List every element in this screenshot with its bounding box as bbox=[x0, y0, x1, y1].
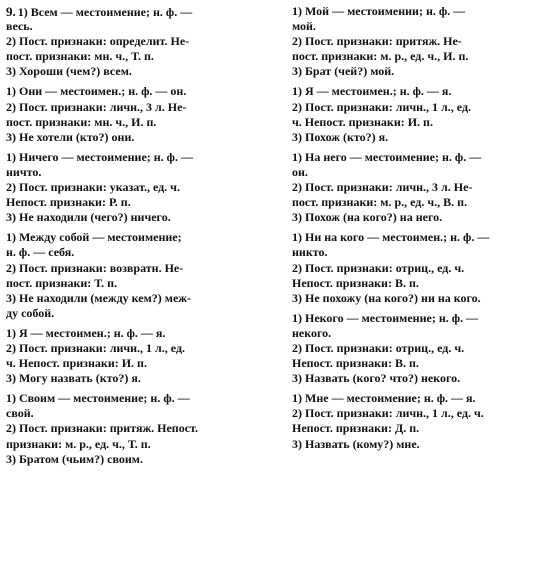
line-text: 3) Могу назвать (кто?) я. bbox=[6, 371, 141, 386]
line-text: некого. bbox=[292, 325, 332, 340]
text-line bbox=[6, 326, 274, 341]
text-line bbox=[6, 115, 274, 130]
line-text: пост. признаки: мн. ч., Т. п. bbox=[6, 49, 154, 64]
line-text: 1) Ни на кого — местоимен.; н. ф. — bbox=[292, 230, 490, 245]
text-line bbox=[292, 49, 554, 64]
text-line bbox=[6, 49, 274, 64]
text-line bbox=[292, 19, 554, 34]
line-text: 2) Пост. признаки: отриц., ед. ч. bbox=[292, 340, 465, 355]
line-text: Непост. признаки: Д. п. bbox=[292, 421, 420, 436]
text-line bbox=[292, 64, 554, 79]
line-text: 2) Пост. признаки: личн., 3 л. Не- bbox=[6, 99, 187, 114]
analysis-block bbox=[6, 84, 274, 144]
line-text: пост. признаки: мн. ч., И. п. bbox=[6, 114, 157, 129]
text-line bbox=[6, 4, 274, 19]
text-line bbox=[292, 437, 554, 452]
text-line bbox=[6, 64, 274, 79]
line-text: 1) Некого — местоимение; н. ф. — bbox=[292, 310, 479, 325]
analysis-block bbox=[6, 150, 274, 225]
line-text: 1) Ничего — местоимение; н. ф. — bbox=[6, 149, 193, 164]
analysis-block bbox=[292, 311, 554, 386]
text-line bbox=[292, 84, 554, 99]
line-text: 3) Хороши (чем?) всем. bbox=[6, 64, 132, 79]
text-line bbox=[6, 341, 274, 356]
analysis-block bbox=[292, 391, 554, 451]
line-text: ч. Непост. признаки: И. п. bbox=[6, 356, 147, 371]
line-text: весь. bbox=[6, 19, 33, 34]
text-line bbox=[6, 195, 274, 210]
text-line bbox=[292, 150, 554, 165]
text-line bbox=[6, 406, 274, 421]
text-line bbox=[6, 452, 274, 467]
line-text: 3) Не похожу (на кого?) ни на кого. bbox=[292, 290, 481, 305]
line-text: 3) Похож (кто?) я. bbox=[292, 129, 389, 144]
text-line bbox=[6, 34, 274, 49]
text-line bbox=[6, 276, 274, 291]
analysis-block bbox=[292, 230, 554, 305]
line-text: 1) Я — местоимен.; н. ф. — я. bbox=[6, 325, 166, 340]
line-text: 1) Всем — местоимение; н. ф. — bbox=[17, 5, 193, 19]
text-line bbox=[6, 165, 274, 180]
text-line bbox=[6, 437, 274, 452]
line-text: 1) Я — местоимен.; н. ф. — я. bbox=[292, 84, 452, 99]
line-text: 1) Своим — местоимение; н. ф. — bbox=[6, 391, 190, 406]
line-text: ничто. bbox=[6, 164, 42, 179]
line-text: 2) Пост. признаки: личн., 3 л. Не- bbox=[292, 180, 473, 195]
line-text: 3) Назвать (кому?) мне. bbox=[292, 436, 420, 451]
analysis-block bbox=[6, 326, 274, 386]
line-text: 1) На него — местоимение; н. ф. — bbox=[292, 149, 482, 164]
text-line bbox=[6, 356, 274, 371]
text-line bbox=[292, 195, 554, 210]
analysis-block bbox=[292, 150, 554, 225]
line-text: признаки: м. р., ед. ч., Т. п. bbox=[6, 436, 151, 451]
text-line bbox=[292, 326, 554, 341]
text-line bbox=[6, 421, 274, 436]
text-line bbox=[292, 100, 554, 115]
text-line bbox=[292, 356, 554, 371]
line-text: 2) Пост. признаки: притяж. Непост. bbox=[6, 421, 199, 436]
text-line bbox=[292, 261, 554, 276]
text-line bbox=[6, 180, 274, 195]
line-text: 3) Не находили (между кем?) меж- bbox=[6, 290, 191, 305]
line-text: 2) Пост. признаки: указат., ед. ч. bbox=[6, 180, 180, 195]
text-line bbox=[292, 421, 554, 436]
text-line bbox=[292, 276, 554, 291]
text-line bbox=[6, 100, 274, 115]
line-text: 2) Пост. признаки: отриц., ед. ч. bbox=[292, 260, 465, 275]
text-line bbox=[292, 406, 554, 421]
text-line bbox=[6, 230, 274, 245]
text-line bbox=[292, 291, 554, 306]
analysis-block bbox=[292, 84, 554, 144]
text-line bbox=[6, 371, 274, 386]
text-line bbox=[292, 311, 554, 326]
line-text: мой. bbox=[292, 19, 316, 34]
line-text: 3) Брат (чей?) мой. bbox=[292, 64, 395, 79]
text-line bbox=[292, 245, 554, 260]
line-text: пост. признаки: м. р., ед. ч., И. п. bbox=[292, 49, 469, 64]
line-text: 1) Они — местоимен.; н. ф. — он. bbox=[6, 84, 187, 99]
line-text: 2) Пост. признаки: личн., 1 л., ед. ч. bbox=[292, 406, 484, 421]
line-text: 2) Пост. признаки: личн., 1 л., ед. bbox=[6, 340, 186, 355]
text-line bbox=[292, 165, 554, 180]
line-text: ч. Непост. признаки: И. п. bbox=[292, 114, 433, 129]
text-line bbox=[292, 115, 554, 130]
text-line bbox=[292, 180, 554, 195]
text-line bbox=[292, 391, 554, 406]
line-text: 2) Пост. признаки: возвратн. Не- bbox=[6, 260, 184, 275]
text-line bbox=[6, 261, 274, 276]
text-line bbox=[292, 210, 554, 225]
line-text: он. bbox=[292, 164, 308, 179]
line-text: никто. bbox=[292, 245, 328, 260]
line-text: 1) Мой — местоимении; н. ф. — bbox=[292, 4, 466, 18]
line-text: Непост. признаки: Р. п. bbox=[6, 195, 131, 210]
line-text: пост. признаки: Т. п. bbox=[6, 275, 118, 290]
line-text: 1) Между собой — местоимение; bbox=[6, 230, 182, 245]
right-column bbox=[292, 4, 554, 457]
text-line bbox=[292, 34, 554, 49]
left-column bbox=[6, 4, 274, 472]
line-text: Непост. признаки: В. п. bbox=[292, 275, 419, 290]
analysis-block bbox=[6, 391, 274, 466]
line-text: 2) Пост. признаки: личн., 1 л., ед. bbox=[292, 99, 472, 114]
line-text: Непост. признаки: В. п. bbox=[292, 356, 419, 371]
text-line bbox=[292, 341, 554, 356]
line-text: 2) Пост. признаки: притяж. Не- bbox=[292, 34, 462, 49]
text-line bbox=[6, 150, 274, 165]
line-text: 3) Братом (чьим?) своим. bbox=[6, 451, 143, 466]
analysis-block bbox=[292, 4, 554, 79]
line-text: 3) Не находили (чего?) ничего. bbox=[6, 210, 171, 225]
text-line bbox=[6, 391, 274, 406]
text-line bbox=[292, 4, 554, 19]
text-line bbox=[292, 230, 554, 245]
line-text: н. ф. — себя. bbox=[6, 245, 75, 260]
text-line bbox=[292, 130, 554, 145]
line-text: 2) Пост. признаки: определит. Не- bbox=[6, 34, 190, 49]
line-text: 3) Не хотели (кто?) они. bbox=[6, 129, 135, 144]
line-text: 3) Назвать (кого? что?) некого. bbox=[292, 371, 461, 386]
text-line bbox=[6, 19, 274, 34]
text-line bbox=[292, 371, 554, 386]
exercise-number: 9. bbox=[6, 4, 16, 19]
text-line bbox=[6, 130, 274, 145]
line-text: пост. признаки: м. р., ед. ч., В. п. bbox=[292, 195, 468, 210]
line-text: свой. bbox=[6, 406, 34, 421]
text-line bbox=[6, 306, 274, 321]
text-line bbox=[6, 210, 274, 225]
line-text: 1) Мне — местоимение; н. ф. — я. bbox=[292, 391, 476, 406]
analysis-block bbox=[6, 4, 274, 79]
text-line bbox=[6, 291, 274, 306]
analysis-block bbox=[6, 230, 274, 321]
text-line bbox=[6, 245, 274, 260]
text-line bbox=[6, 84, 274, 99]
line-text: ду собой. bbox=[6, 305, 55, 320]
line-text: 3) Похож (на кого?) на него. bbox=[292, 210, 443, 225]
